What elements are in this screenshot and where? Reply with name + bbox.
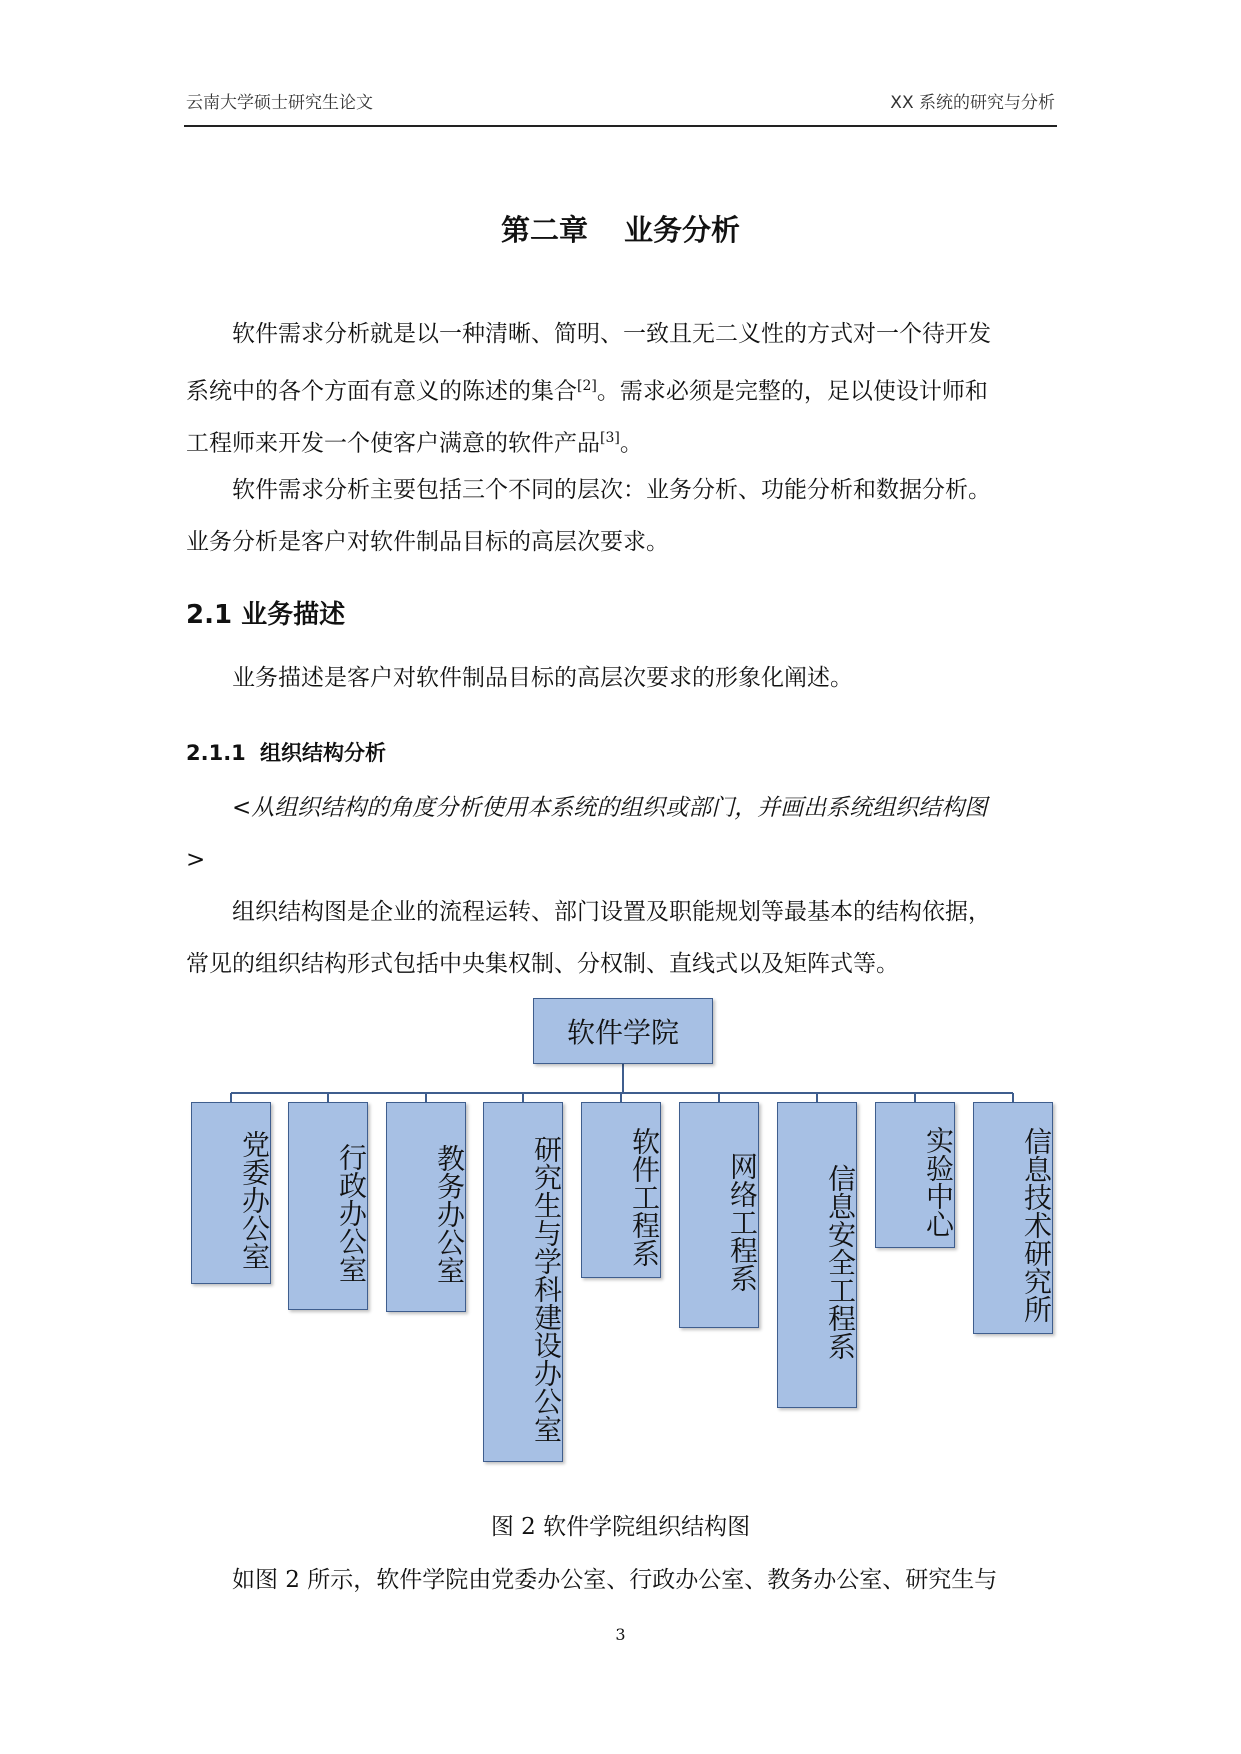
section-heading-2-1-1 [186, 737, 386, 767]
citation-3: [3] [600, 430, 620, 446]
header-thesis-title: XX 系统的研究与分析 [890, 93, 1055, 113]
chapter-number: 第二章 [500, 213, 588, 247]
section-number: 2.1.1 [186, 741, 246, 765]
citation-2: [2] [577, 378, 597, 394]
intro-p1-line3a: 工程师来开发一个使客户满意的软件产品 [186, 430, 600, 457]
section-2-1-paragraph [186, 652, 1058, 704]
section-heading-2-1: 2.1 业务描述 [186, 600, 346, 630]
header-rule [184, 125, 1057, 127]
intro-p1-line3b: 。 [619, 430, 643, 457]
intro-paragraph-2 [186, 464, 1058, 516]
closing-text: 如图 2 所示，软件学院由党委办公室、行政办公室、教务办公室、研究生与 [232, 1567, 998, 1593]
chapter-title [0, 208, 1241, 249]
dept-it-research-institute: 信息技术研究所 [973, 1102, 1053, 1334]
instruction-note-line2: > [186, 847, 206, 873]
dept-admin-office: 行政办公室 [288, 1102, 368, 1310]
instruction-note-line1: <从组织结构的角度分析使用本系统的组织或部门，并画出系统组织结构图 [232, 795, 988, 821]
intro-paragraph-1 [186, 308, 1058, 360]
dept-lab-center: 实验中心 [875, 1102, 955, 1248]
dept-academic-office: 教务办公室 [386, 1102, 466, 1312]
intro-p2-line2: 业务分析是客户对软件制品目标的高层次要求。 [186, 529, 669, 555]
intro-p1-line1: 软件需求分析就是以一种清晰、简明、一致且无二义性的方式对一个待开发 [232, 321, 991, 347]
section-2-1-text: 业务描述是客户对软件制品目标的高层次要求的形象化阐述。 [232, 665, 853, 691]
intro-paragraph-1-end [186, 412, 1058, 470]
dept-network-engineering: 网络工程系 [679, 1102, 759, 1328]
intro-paragraph-1-cont [186, 360, 1058, 418]
dept-software-engineering: 软件工程系 [581, 1102, 661, 1278]
intro-p2-line1: 软件需求分析主要包括三个不同的层次：业务分析、功能分析和数据分析。 [232, 477, 991, 503]
header-thesis-name: 云南大学硕士研究生论文 [186, 93, 373, 113]
org-root-software-college: 软件学院 [533, 998, 713, 1064]
org-text-line1: 组织结构图是企业的流程运转、部门设置及职能规划等最基本的结构依据， [232, 899, 991, 925]
intro-paragraph-2-cont [186, 516, 1058, 568]
org-structure-paragraph [186, 886, 1058, 938]
dept-information-security: 信息安全工程系 [777, 1102, 857, 1408]
page-number: 3 [615, 1625, 626, 1644]
figure-caption: 图 2 软件学院组织结构图 [490, 1514, 751, 1540]
dept-graduate-office: 研究生与学科建设办公室 [483, 1102, 563, 1462]
closing-paragraph [186, 1554, 1058, 1606]
intro-p1-line2a: 系统中的各个方面有意义的陈述的集合 [186, 378, 577, 405]
chapter-name: 业务分析 [624, 213, 741, 247]
org-text-line2: 常见的组织结构形式包括中央集权制、分权制、直线式以及矩阵式等。 [186, 951, 899, 977]
instruction-note [186, 782, 1058, 834]
instruction-note-end [186, 834, 1058, 886]
dept-party-office: 党委办公室 [191, 1102, 271, 1284]
section-title: 组织结构分析 [260, 741, 386, 765]
intro-p1-line2b: 。需求必须是完整的，足以使设计师和 [596, 378, 988, 405]
org-structure-paragraph-cont [186, 938, 1058, 990]
